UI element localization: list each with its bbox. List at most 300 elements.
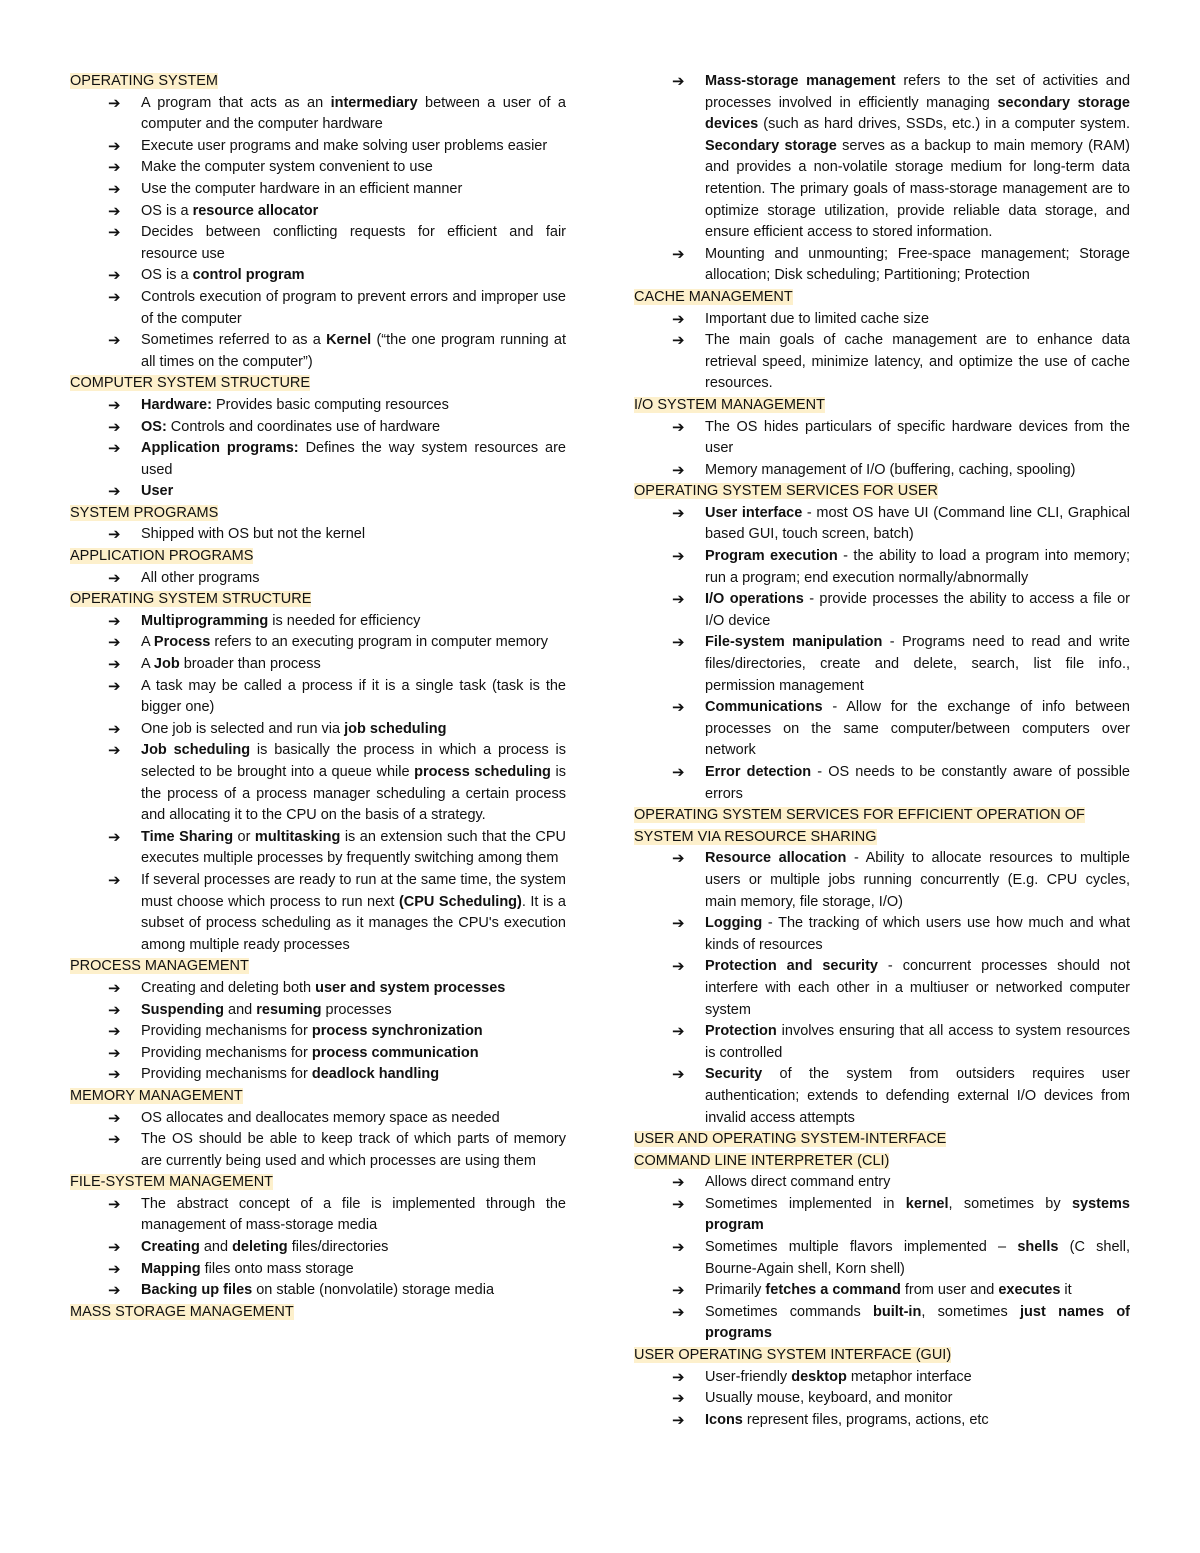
list-item xyxy=(70,676,566,719)
arrow-bullet-icon: ➔ xyxy=(672,1195,685,1213)
list-item xyxy=(70,201,566,223)
bold-term: kernel xyxy=(905,1195,949,1212)
list-item xyxy=(70,978,566,1000)
bold-term: process synchronization xyxy=(311,1023,483,1040)
bullet-list xyxy=(70,93,566,374)
arrow-bullet-icon: ➔ xyxy=(672,915,685,933)
item-text: it xyxy=(1060,1282,1072,1299)
bold-term: multitasking xyxy=(254,828,341,845)
item-text: - Ability to allocate resources to multiple users or multiple jobs running concurrently (E.g. CPU cycles, main memory, file storage, I/O) xyxy=(705,850,1130,910)
section-heading xyxy=(634,395,1130,417)
bullet-list xyxy=(70,568,566,590)
arrow-bullet-icon: ➔ xyxy=(672,548,685,566)
arrow-bullet-icon: ➔ xyxy=(108,1001,121,1019)
section-heading-text: SYSTEM PROGRAMS xyxy=(70,504,219,521)
bold-term: deleting xyxy=(232,1239,288,1256)
list-item xyxy=(70,611,566,633)
section-heading-text: COMMAND LINE INTERPRETER (CLI) xyxy=(634,1152,890,1169)
arrow-bullet-icon: ➔ xyxy=(108,159,121,177)
bullet-list xyxy=(70,1194,566,1302)
bold-term: Application programs: xyxy=(141,440,299,457)
arrow-bullet-icon: ➔ xyxy=(108,224,121,242)
item-text: The OS hides particulars of specific hardware devices from the user xyxy=(705,418,1130,457)
arrow-bullet-icon: ➔ xyxy=(108,634,121,652)
item-text: All other programs xyxy=(141,569,260,586)
bold-term: Multiprogramming xyxy=(141,612,269,629)
bullet-list xyxy=(634,503,1130,805)
list-item xyxy=(70,1259,566,1281)
list-item xyxy=(634,1064,1130,1129)
item-text: is the process of a process manager scheduling a certain process and allocating it to the CPU on the basis of a strategy. xyxy=(141,764,566,824)
list-item xyxy=(70,481,566,503)
list-item xyxy=(634,309,1130,331)
bold-term: Security xyxy=(705,1066,763,1083)
bold-term: secondary storage devices xyxy=(705,94,1130,133)
list-item xyxy=(634,632,1130,697)
bold-term: I/O operations xyxy=(705,591,804,608)
section-heading xyxy=(634,481,1130,503)
list-item xyxy=(634,697,1130,762)
section xyxy=(70,956,566,1086)
item-text: is needed for efficiency xyxy=(268,612,421,629)
bold-term: Process xyxy=(153,634,211,651)
item-text: on stable (nonvolatile) storage media xyxy=(252,1282,495,1299)
item-text: A xyxy=(141,656,154,673)
item-text: Mounting and unmounting; Free-space management; Storage allocation; Disk scheduling; Partitioning; Protection xyxy=(705,245,1130,284)
bullet-list xyxy=(634,848,1130,1129)
list-item xyxy=(70,395,566,417)
arrow-bullet-icon: ➔ xyxy=(672,1390,685,1408)
arrow-bullet-icon: ➔ xyxy=(672,591,685,609)
list-item xyxy=(634,503,1130,546)
section-heading-text: FILE-SYSTEM MANAGEMENT xyxy=(70,1174,274,1191)
section-heading xyxy=(70,1086,566,1108)
item-text: files onto mass storage xyxy=(200,1260,354,1277)
bold-term: Icons xyxy=(705,1411,743,1428)
item-text: One job is selected and run via xyxy=(141,720,345,737)
list-item xyxy=(634,589,1130,632)
section xyxy=(634,1129,1130,1151)
item-text: The abstract concept of a file is implemented through the management of mass-storage media xyxy=(141,1195,566,1234)
item-text: between a user of a computer and the computer hardware xyxy=(141,94,566,133)
arrow-bullet-icon: ➔ xyxy=(672,73,685,90)
bold-term: Mapping xyxy=(141,1260,201,1277)
item-text: represent files, programs, actions, etc xyxy=(742,1411,989,1428)
arrow-bullet-icon: ➔ xyxy=(108,202,121,220)
bold-term: Kernel xyxy=(326,332,372,349)
item-text: Providing mechanisms for xyxy=(141,1066,312,1083)
arrow-bullet-icon: ➔ xyxy=(108,1131,121,1149)
item-text: Make the computer system convenient to use xyxy=(141,159,433,176)
list-item xyxy=(70,719,566,741)
item-text: Controls and coordinates use of hardware xyxy=(166,418,441,435)
list-item xyxy=(634,1367,1130,1389)
list-item xyxy=(70,870,566,956)
section-heading xyxy=(70,1302,566,1324)
item-text: - The tracking of which users use how much and what kinds of resources xyxy=(705,915,1130,953)
arrow-bullet-icon: ➔ xyxy=(108,612,121,630)
arrow-bullet-icon: ➔ xyxy=(672,850,685,868)
item-text: User-friendly xyxy=(705,1368,792,1385)
list-item xyxy=(70,157,566,179)
arrow-bullet-icon: ➔ xyxy=(108,1044,121,1062)
item-text: and xyxy=(223,1001,257,1018)
section xyxy=(634,287,1130,395)
item-text: from user and xyxy=(900,1282,999,1299)
section-heading xyxy=(70,589,566,611)
item-text: Provides basic computing resources xyxy=(211,396,449,413)
item-text: A xyxy=(141,634,154,651)
arrow-bullet-icon: ➔ xyxy=(672,332,685,350)
arrow-bullet-icon: ➔ xyxy=(672,245,685,263)
bold-term: Job scheduling xyxy=(141,742,251,759)
bold-term: resource allocator xyxy=(192,202,319,219)
section xyxy=(70,1302,566,1324)
list-item xyxy=(70,1280,566,1302)
section-heading-text: MASS STORAGE MANAGEMENT xyxy=(70,1303,294,1320)
list-item xyxy=(634,1280,1130,1302)
bullet-list xyxy=(70,524,566,546)
bold-term: File-system manipulation xyxy=(705,634,883,651)
arrow-bullet-icon: ➔ xyxy=(672,699,685,717)
section xyxy=(634,395,1130,481)
item-text: (“the one program running at all times on the computer”) xyxy=(141,332,566,370)
section-heading-text: APPLICATION PROGRAMS xyxy=(70,548,254,565)
section-heading xyxy=(634,1129,1130,1151)
item-text: Memory management of I/O (buffering, caching, spooling) xyxy=(705,461,1076,478)
list-item xyxy=(634,1388,1130,1410)
item-text: Allows direct command entry xyxy=(705,1174,891,1191)
bullet-list xyxy=(634,309,1130,395)
arrow-bullet-icon: ➔ xyxy=(108,828,121,846)
item-text: . It is a subset of process scheduling as it manages the CPU's execution among multiple ready processes xyxy=(141,893,566,953)
bold-term: Backing up files xyxy=(141,1282,253,1299)
item-text: serves as a backup to main memory (RAM) and provides a non-volatile storage medium for long-term data retention. The primary goals of mass-storage management are to optimize storage utilization, provide reliable data storage, and ensure efficient access to stored information. xyxy=(705,137,1130,241)
section-heading xyxy=(634,805,1130,848)
bullet-list xyxy=(70,978,566,1086)
item-text: or xyxy=(233,828,255,845)
section xyxy=(634,481,1130,805)
list-item xyxy=(634,1237,1130,1280)
list-item xyxy=(70,1129,566,1172)
item-text: of the system from outsiders requires user authentication; extends to defending external I/O devices from invalid access attempts xyxy=(705,1066,1130,1126)
list-item xyxy=(70,222,566,265)
bold-term: intermediary xyxy=(330,94,418,111)
bold-term: executes xyxy=(998,1282,1061,1299)
section-heading-text: CACHE MANAGEMENT xyxy=(634,288,793,305)
arrow-bullet-icon: ➔ xyxy=(108,871,121,889)
section xyxy=(70,503,566,546)
item-text: Providing mechanisms for xyxy=(141,1044,312,1061)
section-heading xyxy=(70,71,566,93)
item-text: Sometimes referred to as a xyxy=(141,332,327,349)
item-text: (C shell, Bourne-Again shell, Korn shell) xyxy=(705,1239,1130,1277)
list-item xyxy=(634,1172,1130,1194)
arrow-bullet-icon: ➔ xyxy=(108,1023,121,1041)
arrow-bullet-icon: ➔ xyxy=(108,483,121,501)
arrow-bullet-icon: ➔ xyxy=(672,1174,685,1192)
item-text: Decides between conflicting requests for efficient and fair resource use xyxy=(141,224,566,262)
bold-term: Creating xyxy=(141,1239,200,1256)
arrow-bullet-icon: ➔ xyxy=(108,526,121,544)
item-text: Usually mouse, keyboard, and monitor xyxy=(705,1390,953,1407)
item-text: refers to an executing program in computer memory xyxy=(210,634,549,651)
item-text: - concurrent processes should not interfere with each other in a multiuser or networked computer system xyxy=(705,958,1130,1018)
bold-term: Mass-storage management xyxy=(705,73,896,89)
item-text: Controls execution of program to prevent errors and improper use of the computer xyxy=(141,288,566,327)
arrow-bullet-icon: ➔ xyxy=(108,979,121,997)
arrow-bullet-icon: ➔ xyxy=(108,1239,121,1257)
bold-term: shells xyxy=(1017,1239,1059,1256)
arrow-bullet-icon: ➔ xyxy=(672,1023,685,1041)
bold-term: Logging xyxy=(705,915,763,932)
list-item xyxy=(634,1021,1130,1064)
arrow-bullet-icon: ➔ xyxy=(108,742,121,760)
arrow-bullet-icon: ➔ xyxy=(672,1066,685,1084)
bullet-list xyxy=(70,611,566,957)
bullet-list xyxy=(634,1367,1130,1432)
arrow-bullet-icon: ➔ xyxy=(108,1195,121,1213)
arrow-bullet-icon: ➔ xyxy=(672,418,685,436)
bold-term: Job xyxy=(153,656,180,673)
item-text: files/directories xyxy=(287,1239,389,1256)
section-heading xyxy=(634,1345,1130,1367)
item-text: involves ensuring that all access to system resources is controlled xyxy=(705,1023,1130,1061)
section xyxy=(634,1345,1130,1431)
list-item xyxy=(70,1194,566,1237)
bold-term: Protection xyxy=(705,1023,777,1040)
list-item xyxy=(70,1237,566,1259)
bold-term: Time Sharing xyxy=(141,828,234,845)
bold-term: resuming xyxy=(256,1001,322,1018)
list-item xyxy=(634,1194,1130,1237)
item-text: Execute user programs and make solving user problems easier xyxy=(141,137,548,154)
bold-term: user and system processes xyxy=(315,979,506,996)
bold-term: job scheduling xyxy=(344,720,447,737)
bold-term: Secondary storage xyxy=(705,137,837,154)
item-text: , sometimes xyxy=(921,1303,1021,1320)
section-heading-text: COMPUTER SYSTEM STRUCTURE xyxy=(70,375,311,392)
item-text: A program that acts as an xyxy=(141,94,331,111)
arrow-bullet-icon: ➔ xyxy=(108,1109,121,1127)
item-text: Sometimes commands xyxy=(705,1303,873,1320)
bold-term: process scheduling xyxy=(414,764,551,780)
item-text: The main goals of cache management are to enhance data retrieval speed, minimize latency, and optimize the use of cache resources. xyxy=(705,332,1130,392)
section-heading-text: OPERATING SYSTEM STRUCTURE xyxy=(70,591,312,608)
section-heading-text: OPERATING SYSTEM SERVICES FOR EFFICIENT OPERATION OF SYSTEM VIA RESOURCE SHARING xyxy=(634,807,1085,845)
left-column xyxy=(70,71,566,1323)
section-heading-text: MEMORY MANAGEMENT xyxy=(70,1087,243,1104)
list-item xyxy=(634,460,1130,482)
section-heading-text: USER OPERATING SYSTEM INTERFACE (GUI) xyxy=(634,1347,952,1364)
bold-term: control program xyxy=(192,267,305,284)
list-item xyxy=(634,71,1130,244)
item-text: is an extension such that the CPU executes multiple processes by frequently switching among them xyxy=(141,828,566,867)
bold-term: Program execution xyxy=(705,548,838,565)
section-heading xyxy=(70,503,566,525)
bold-term: process communication xyxy=(311,1044,479,1061)
bullet-list xyxy=(634,417,1130,482)
arrow-bullet-icon: ➔ xyxy=(108,332,121,350)
arrow-bullet-icon: ➔ xyxy=(108,94,121,112)
arrow-bullet-icon: ➔ xyxy=(672,1239,685,1257)
section-heading xyxy=(70,373,566,395)
item-text: - Programs need to read and write files/directories, create and delete, search, list file info., permission management xyxy=(705,634,1130,694)
list-item xyxy=(634,417,1130,460)
item-text: OS is a xyxy=(141,202,193,219)
item-text: The OS should be able to keep track of which parts of memory are currently being used and which processes are using them xyxy=(141,1131,566,1169)
item-text: - OS needs to be constantly aware of possible errors xyxy=(705,764,1130,802)
section-heading-text: I/O SYSTEM MANAGEMENT xyxy=(634,396,825,413)
section-heading-text: PROCESS MANAGEMENT xyxy=(70,958,249,975)
bold-term: Communications xyxy=(705,699,823,716)
list-item xyxy=(70,568,566,590)
section xyxy=(70,373,566,503)
arrow-bullet-icon: ➔ xyxy=(108,720,121,738)
section xyxy=(634,805,1130,1129)
item-text: If several processes are ready to run at the same time, the system must choose which process to run next xyxy=(141,871,566,910)
bold-term: Hardware: xyxy=(141,396,212,413)
bold-term: OS: xyxy=(141,418,167,435)
arrow-bullet-icon: ➔ xyxy=(108,656,121,674)
item-text: refers to the set of activities and processes involved in efficiently managing xyxy=(705,73,1131,111)
bullet-list xyxy=(70,395,566,503)
arrow-bullet-icon: ➔ xyxy=(672,504,685,522)
list-item xyxy=(70,287,566,330)
item-text: is basically the process in which a process is selected to be brought into a queue while xyxy=(141,742,566,780)
arrow-bullet-icon: ➔ xyxy=(108,137,121,155)
bullet-list xyxy=(634,1172,1130,1345)
bold-term: desktop xyxy=(791,1368,847,1385)
item-text: Creating and deleting both xyxy=(141,979,316,996)
list-item xyxy=(70,654,566,676)
bold-term: built-in xyxy=(873,1303,922,1320)
section-heading-text: USER AND OPERATING SYSTEM-INTERFACE xyxy=(634,1131,947,1148)
list-item xyxy=(70,93,566,136)
list-item xyxy=(70,632,566,654)
section xyxy=(70,1172,566,1302)
item-text: OS allocates and deallocates memory space as needed xyxy=(141,1109,500,1126)
section-heading xyxy=(634,1151,1130,1173)
list-item xyxy=(70,1043,566,1065)
arrow-bullet-icon: ➔ xyxy=(672,1411,685,1429)
section xyxy=(70,71,566,373)
list-item xyxy=(634,546,1130,589)
arrow-bullet-icon: ➔ xyxy=(672,764,685,781)
arrow-bullet-icon: ➔ xyxy=(108,288,121,306)
list-item xyxy=(634,330,1130,395)
item-text: (such as hard drives, SSDs, etc.) in a computer system. xyxy=(758,116,1130,133)
bullet-list xyxy=(70,1108,566,1173)
bold-term: (CPU Scheduling) xyxy=(398,893,522,910)
bold-term: systems program xyxy=(705,1195,1130,1234)
bold-term: Suspending xyxy=(141,1001,224,1018)
bold-term: fetches a command xyxy=(765,1282,901,1299)
item-text: and xyxy=(199,1239,233,1256)
item-text: Important due to limited cache size xyxy=(705,310,930,327)
list-item xyxy=(634,762,1130,805)
list-item xyxy=(70,524,566,546)
arrow-bullet-icon: ➔ xyxy=(672,958,685,976)
item-text: - most OS have UI (Command line CLI, Graphical based GUI, touch screen, batch) xyxy=(705,504,1130,543)
item-text: processes xyxy=(321,1001,392,1018)
arrow-bullet-icon: ➔ xyxy=(108,569,121,587)
arrow-bullet-icon: ➔ xyxy=(672,310,685,328)
item-text: Providing mechanisms for xyxy=(141,1023,312,1040)
list-item xyxy=(70,740,566,826)
item-text: - the ability to load a program into memory; run a program; end execution normally/abnormally xyxy=(705,548,1130,586)
item-text: A task may be called a process if it is a single task (task is the bigger one) xyxy=(141,677,566,716)
arrow-bullet-icon: ➔ xyxy=(108,1282,121,1300)
arrow-bullet-icon: ➔ xyxy=(108,396,121,414)
arrow-bullet-icon: ➔ xyxy=(672,461,685,479)
list-item xyxy=(70,136,566,158)
section-heading xyxy=(70,546,566,568)
bold-term: Resource allocation xyxy=(705,850,847,867)
item-text: Sometimes multiple flavors implemented – xyxy=(705,1239,1018,1256)
list-item xyxy=(70,1000,566,1022)
item-text: OS is a xyxy=(141,267,193,284)
item-text: - provide processes the ability to access a file or I/O device xyxy=(705,591,1130,629)
item-text: , sometimes by xyxy=(948,1195,1072,1212)
list-item xyxy=(70,1064,566,1086)
arrow-bullet-icon: ➔ xyxy=(672,1282,685,1300)
list-item xyxy=(70,179,566,201)
section-heading xyxy=(634,287,1130,309)
arrow-bullet-icon: ➔ xyxy=(108,677,121,695)
item-text: Shipped with OS but not the kernel xyxy=(141,526,366,543)
bold-term: Error detection xyxy=(705,764,812,780)
section xyxy=(70,1086,566,1172)
list-item xyxy=(634,1302,1130,1345)
list-item xyxy=(70,330,566,373)
list-item xyxy=(70,438,566,481)
arrow-bullet-icon: ➔ xyxy=(672,1303,685,1321)
arrow-bullet-icon: ➔ xyxy=(672,634,685,652)
arrow-bullet-icon: ➔ xyxy=(108,1260,121,1278)
arrow-bullet-icon: ➔ xyxy=(108,1066,121,1084)
section-heading-text: OPERATING SYSTEM xyxy=(70,73,218,89)
arrow-bullet-icon: ➔ xyxy=(108,418,121,436)
item-text: metaphor interface xyxy=(846,1368,972,1385)
list-item xyxy=(70,265,566,287)
section-heading xyxy=(70,1172,566,1194)
arrow-bullet-icon: ➔ xyxy=(108,440,121,458)
arrow-bullet-icon: ➔ xyxy=(108,180,121,198)
list-item xyxy=(634,848,1130,913)
bold-term: deadlock handling xyxy=(311,1066,440,1083)
item-text: - Allow for the exchange of info between processes on the same computer/between computers over network xyxy=(705,699,1130,759)
list-item xyxy=(634,913,1130,956)
bold-term: Protection and security xyxy=(705,958,878,975)
bold-term: User interface xyxy=(705,504,803,521)
item-text: Sometimes implemented in xyxy=(705,1195,906,1212)
list-item xyxy=(634,244,1130,287)
bold-term: User xyxy=(141,483,174,500)
list-item xyxy=(70,1108,566,1130)
item-text: Use the computer hardware in an efficient manner xyxy=(141,180,463,197)
list-item xyxy=(70,417,566,439)
arrow-bullet-icon: ➔ xyxy=(672,1368,685,1386)
list-item xyxy=(70,827,566,870)
list-item xyxy=(634,956,1130,1021)
list-item xyxy=(70,1021,566,1043)
right-column xyxy=(634,71,1130,1431)
section xyxy=(634,1151,1130,1345)
list-item xyxy=(634,1410,1130,1432)
section xyxy=(634,71,1130,287)
item-text: broader than process xyxy=(179,656,321,673)
